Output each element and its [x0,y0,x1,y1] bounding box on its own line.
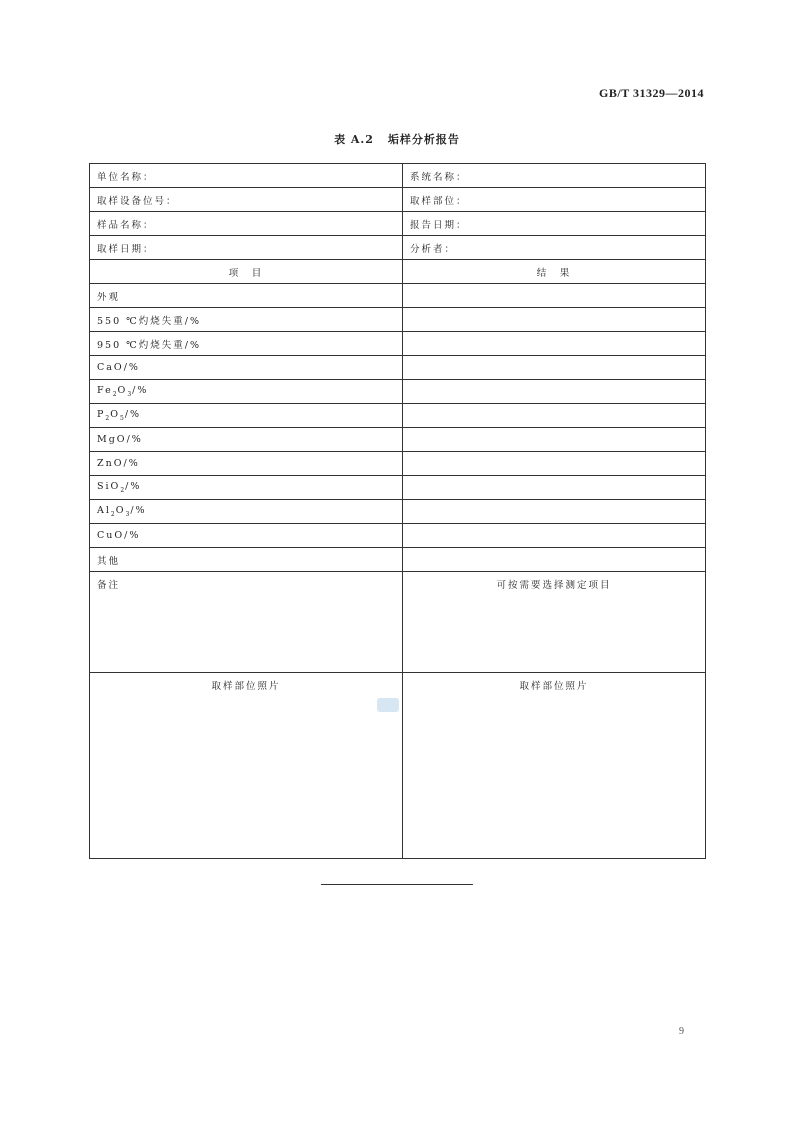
result-cell [403,284,706,308]
analyst-cell: 分析者： [403,236,706,260]
result-cell [403,332,706,356]
result-column-header: 结 果 [403,260,706,284]
item-p2o5: $P_2O_5/\%$ [90,404,403,428]
result-cell [403,428,706,452]
info-row [90,212,706,236]
table-caption [0,131,794,147]
result-cell [403,524,706,548]
table-row [90,548,706,572]
table-row [90,308,706,332]
remarks-note: 可按需要选择测定项目 [403,572,706,673]
result-cell [403,356,706,380]
table-label: 表 A.2 [334,133,374,146]
remarks-row [90,572,706,673]
watermark-logo [377,698,399,712]
result-cell [403,380,706,404]
system-name-cell: 系统名称： [403,164,706,188]
end-of-document-line [321,884,473,885]
item-appearance: 外观 [90,284,403,308]
scale-analysis-report-table [89,163,706,859]
info-row [90,164,706,188]
table-row [90,332,706,356]
item-cuo: CuO/% [90,524,403,548]
table-row [90,476,706,500]
item-loi-550: 550 ℃灼烧失重/% [90,308,403,332]
table-row [90,428,706,452]
item-cao: CaO/% [90,356,403,380]
item-mgo: MgO/% [90,428,403,452]
sample-name-cell: 样品名称： [90,212,403,236]
table-row [90,356,706,380]
info-row [90,188,706,212]
result-cell [403,308,706,332]
table-row [90,284,706,308]
result-cell [403,404,706,428]
result-cell [403,500,706,524]
page-number: 9 [679,1026,684,1037]
table-row [90,452,706,476]
item-fe2o3: $Fe_2O_3/\%$ [90,380,403,404]
photo-label-right: 取样部位照片 [403,673,706,859]
sampling-date-cell: 取样日期： [90,236,403,260]
result-cell [403,452,706,476]
standard-code: GB/T 31329—2014 [599,86,704,100]
remarks-label: 备注 [90,572,403,673]
equipment-tag-cell: 取样设备位号： [90,188,403,212]
report-date-cell: 报告日期： [403,212,706,236]
info-row [90,236,706,260]
table-title: 垢样分析报告 [387,133,460,146]
item-al2o3: $Al_2O_3/\%$ [90,500,403,524]
table-row [90,500,706,524]
item-other: 其他 [90,548,403,572]
result-cell [403,476,706,500]
item-zno: ZnO/% [90,452,403,476]
item-column-header: 项 目 [90,260,403,284]
sampling-location-cell: 取样部位： [403,188,706,212]
table-row [90,404,706,428]
photo-label-left: 取样部位照片 [90,673,403,859]
result-cell [403,548,706,572]
item-loi-950: 950 ℃灼烧失重/% [90,332,403,356]
unit-name-cell: 单位名称： [90,164,403,188]
table-row [90,380,706,404]
item-sio2: SiO$_2$/% [90,476,403,500]
table-row [90,524,706,548]
column-header-row [90,260,706,284]
